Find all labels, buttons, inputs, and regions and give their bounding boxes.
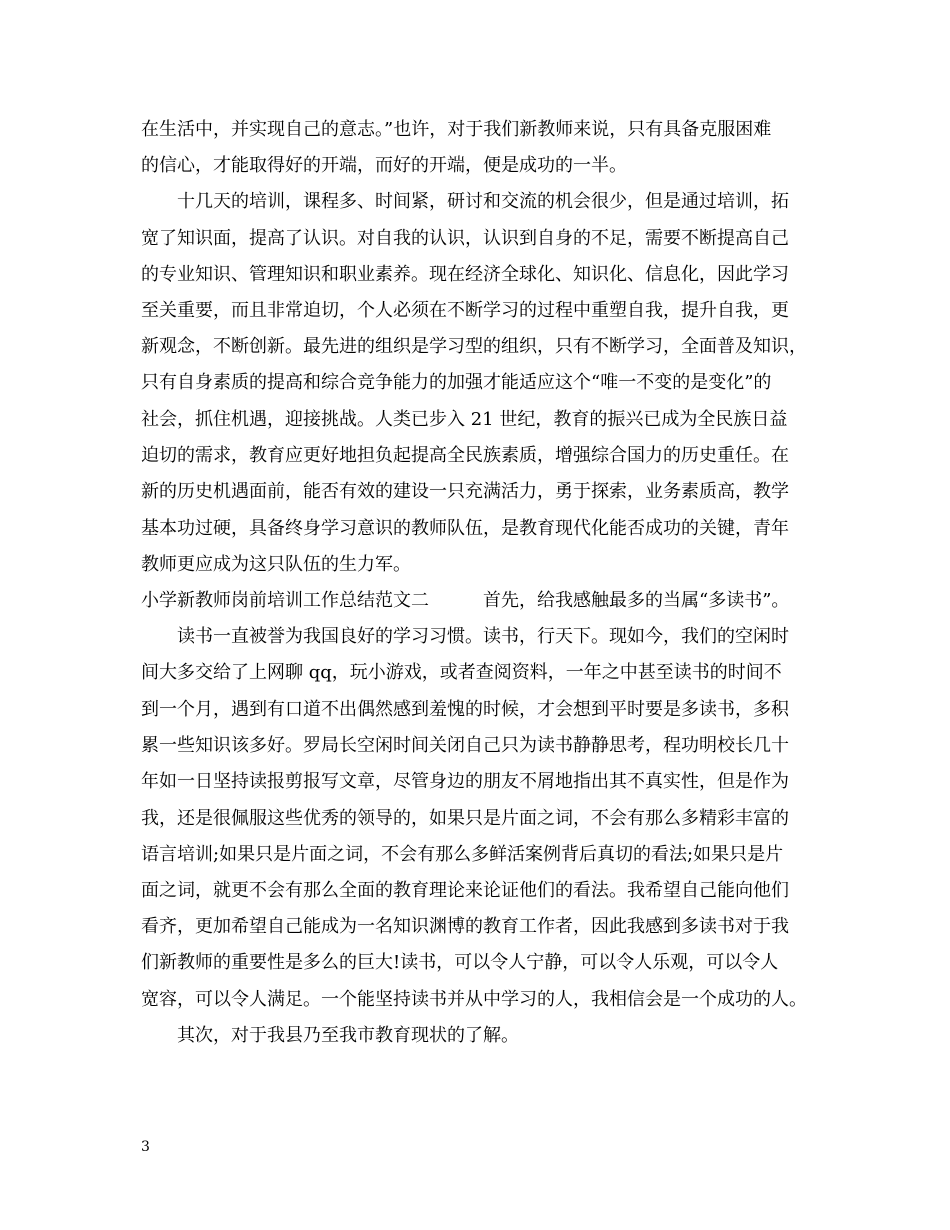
- body-text-line: 宽了知识面，提高了认识。对自我的认识，认识到自身的不足，需要不断提高自己: [141, 228, 789, 249]
- section-heading-line: 小学新教师岗前培训工作总结范文二 首先，给我感触最多的当属“多读书”。: [141, 590, 790, 611]
- body-text-line: 在生活中，并实现自己的意志。”也许，对于我们新教师来说，只有具备克服困难: [141, 119, 772, 140]
- body-text-line: 至关重要，而且非常迫切，个人必须在不断学习的过程中重塑自我，提升自我，更: [141, 300, 789, 321]
- body-text-line: 其次，对于我县乃至我市教育现状的了解。: [141, 1025, 519, 1046]
- page-number: 3: [141, 1139, 150, 1155]
- body-text-line: 累一些知识该多好。罗局长空闲时间关闭自己只为读书静静思考，程功明校长几十: [141, 735, 789, 756]
- body-text-line: 到一个月，遇到有口道不出偶然感到羞愧的时候，才会想到平时要是多读书，多积: [141, 699, 789, 720]
- body-text-line: 的信心，才能取得好的开端，而好的开端，便是成功的一半。: [141, 155, 627, 176]
- body-text-line: 看齐，更加希望自己能成为一名知识渊博的教育工作者，因此我感到多读书对于我: [141, 916, 789, 937]
- body-text-line: 教师更应成为这只队伍的生力军。: [141, 554, 411, 575]
- body-text-line: 们新教师的重要性是多么的巨大!读书，可以令人宁静，可以令人乐观，可以令人: [141, 952, 779, 973]
- body-text-line: 语言培训;如果只是片面之词，不会有那么多鲜活案例背后真切的看法;如果只是片: [141, 844, 784, 865]
- body-text-line: 新观念，不断创新。最先进的组织是学习型的组织，只有不断学习，全面普及知识，: [141, 336, 807, 357]
- body-text-line: 社会，抓住机遇，迎接挑战。人类已步入 21 世纪，教育的振兴已成为全民族日益: [141, 409, 788, 430]
- body-text-line: 的专业知识、管理知识和职业素养。现在经济全球化、知识化、信息化，因此学习: [141, 264, 789, 285]
- body-text-line: 我，还是很佩服这些优秀的领导的，如果只是片面之词，不会有那么多精彩丰富的: [141, 808, 789, 829]
- body-text-line: 面之词，就更不会有那么全面的教育理论来论证他们的看法。我希望自己能向他们: [141, 880, 789, 901]
- body-text-line: 基本功过硬，具备终身学习意识的教师队伍，是教育现代化能否成功的关键，青年: [141, 518, 789, 539]
- body-text-line: 新的历史机遇面前，能否有效的建设一只充满活力，勇于探索，业务素质高，教学: [141, 481, 789, 502]
- body-text-line: 间大多交给了上网聊 qq，玩小游戏，或者查阅资料，一年之中甚至读书的时间不: [141, 662, 782, 683]
- body-text-line: 迫切的需求，教育应更好地担负起提高全民族素质，增强综合国力的历史重任。在: [141, 445, 789, 466]
- body-text-line: 宽容，可以令人满足。一个能坚持读书并从中学习的人，我相信会是一个成功的人。: [141, 989, 807, 1010]
- body-text-line: 年如一日坚持读报剪报写文章，尽管身边的朋友不屑地指出其不真实性，但是作为: [141, 771, 789, 792]
- body-text-line: 读书一直被誉为我国良好的学习习惯。读书，行天下。现如今，我们的空闲时: [141, 626, 789, 647]
- body-text-line: 只有自身素质的提高和综合竞争能力的加强才能适应这个“唯一不变的是变化”的: [141, 372, 772, 393]
- body-text-line: 十几天的培训，课程多、时间紧，研讨和交流的机会很少，但是通过培训，拓: [141, 191, 789, 212]
